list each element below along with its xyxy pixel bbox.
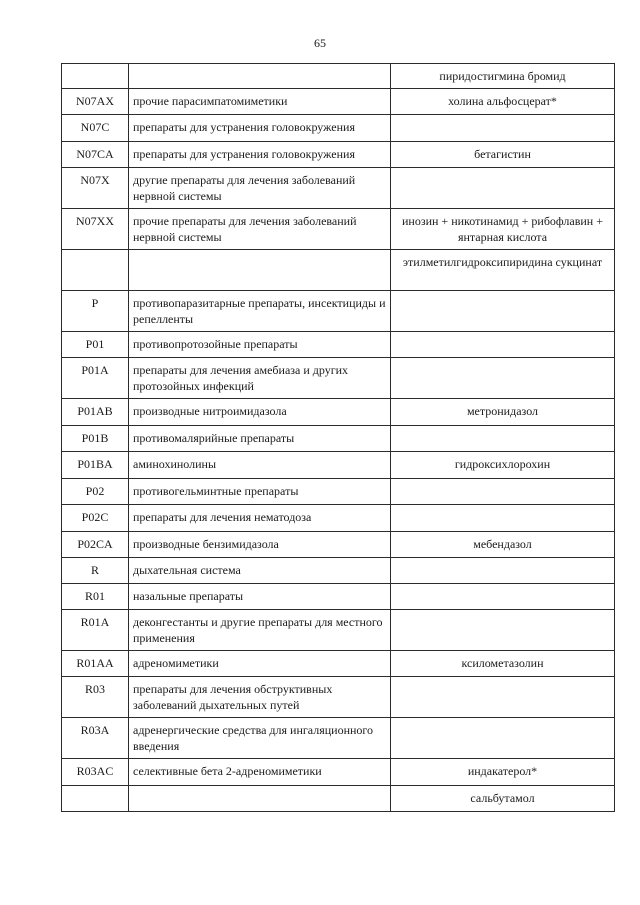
group-name-cell: [129, 786, 391, 812]
drug-name-cell: [391, 168, 615, 209]
group-name-cell: препараты для лечения обструктивных заболеваний дыхательных путей: [129, 677, 391, 718]
group-name-cell: дыхательная система: [129, 558, 391, 584]
group-name-cell: назальные препараты: [129, 584, 391, 610]
table-row: [62, 115, 615, 142]
atc-code-cell: R03AC: [62, 759, 129, 786]
table-row: [62, 651, 615, 677]
table-row: [62, 168, 615, 209]
atc-code-cell: R01AA: [62, 651, 129, 677]
table-row: [62, 786, 615, 812]
group-name-cell: противопаразитарные препараты, инсектициды и репелленты: [129, 291, 391, 332]
atc-code-cell: P: [62, 291, 129, 332]
drug-name-cell: мебендазол: [391, 532, 615, 558]
table-row: [62, 558, 615, 584]
drug-name-cell: инозин + никотинамид + рибофлавин + янтарная кислота: [391, 209, 615, 250]
atc-code-cell: P02CA: [62, 532, 129, 558]
drug-name-cell: сальбутамол: [391, 786, 615, 812]
atc-code-cell: [62, 64, 129, 89]
group-name-cell: прочие препараты для лечения заболеваний нервной системы: [129, 209, 391, 250]
page-number: 65: [314, 36, 326, 50]
atc-code-cell: [62, 250, 129, 291]
atc-code-cell: N07CA: [62, 142, 129, 168]
drug-name-cell: [391, 677, 615, 718]
group-name-cell: препараты для лечения нематодоза: [129, 505, 391, 532]
atc-code-cell: R: [62, 558, 129, 584]
group-name-cell: препараты для лечения амебиаза и других протозойных инфекций: [129, 358, 391, 399]
atc-code-cell: [62, 786, 129, 812]
table-row: [62, 505, 615, 532]
table-row: [62, 250, 615, 291]
table-row: [62, 89, 615, 115]
atc-code-cell: N07X: [62, 168, 129, 209]
table-body: [62, 64, 615, 812]
group-name-cell: производные нитроимидазола: [129, 399, 391, 426]
atc-code-cell: P02C: [62, 505, 129, 532]
group-name-cell: [129, 250, 391, 291]
drug-name-cell: метронидазол: [391, 399, 615, 426]
drug-name-cell: индакатерол*: [391, 759, 615, 786]
group-name-cell: препараты для устранения головокружения: [129, 142, 391, 168]
group-name-cell: противогельминтные препараты: [129, 479, 391, 505]
drug-name-cell: [391, 610, 615, 651]
table-row: [62, 209, 615, 250]
atc-code-cell: N07AX: [62, 89, 129, 115]
table-row: [62, 584, 615, 610]
atc-code-cell: P02: [62, 479, 129, 505]
group-name-cell: деконгестанты и другие препараты для местного применения: [129, 610, 391, 651]
atc-code-cell: P01B: [62, 426, 129, 452]
atc-code-cell: P01: [62, 332, 129, 358]
drug-name-cell: [391, 332, 615, 358]
drug-name-cell: [391, 358, 615, 399]
group-name-cell: селективные бета 2-адреномиметики: [129, 759, 391, 786]
group-name-cell: противомалярийные препараты: [129, 426, 391, 452]
atc-code-cell: R01: [62, 584, 129, 610]
drug-name-cell: бетагистин: [391, 142, 615, 168]
atc-code-cell: N07C: [62, 115, 129, 142]
table-row: [62, 291, 615, 332]
drug-name-cell: холина альфосцерат*: [391, 89, 615, 115]
drug-name-cell: [391, 426, 615, 452]
atc-code-cell: N07XX: [62, 209, 129, 250]
drug-name-cell: [391, 291, 615, 332]
drug-name-cell: [391, 718, 615, 759]
group-name-cell: адренергические средства для ингаляционного введения: [129, 718, 391, 759]
table-row: [62, 426, 615, 452]
drug-name-cell: этилметилгидроксипиридина сукцинат: [391, 250, 615, 291]
table-row: [62, 718, 615, 759]
atc-code-cell: R01A: [62, 610, 129, 651]
drug-name-cell: пиридостигмина бромид: [391, 64, 615, 89]
atc-code-cell: P01AB: [62, 399, 129, 426]
table-row: [62, 399, 615, 426]
table-row: [62, 479, 615, 505]
table-row: [62, 64, 615, 89]
atc-code-cell: R03A: [62, 718, 129, 759]
drug-name-cell: [391, 115, 615, 142]
atc-code-cell: R03: [62, 677, 129, 718]
table-row: [62, 759, 615, 786]
group-name-cell: адреномиметики: [129, 651, 391, 677]
group-name-cell: противопротозойные препараты: [129, 332, 391, 358]
group-name-cell: препараты для устранения головокружения: [129, 115, 391, 142]
table-row: [62, 532, 615, 558]
drug-name-cell: гидроксихлорохин: [391, 452, 615, 479]
table-row: [62, 452, 615, 479]
table-row: [62, 142, 615, 168]
table-row: [62, 610, 615, 651]
drug-name-cell: [391, 584, 615, 610]
atc-drug-table: [61, 63, 615, 812]
table-row: [62, 358, 615, 399]
group-name-cell: прочие парасимпатомиметики: [129, 89, 391, 115]
drug-name-cell: [391, 505, 615, 532]
table-row: [62, 677, 615, 718]
group-name-cell: производные бензимидазола: [129, 532, 391, 558]
drug-name-cell: [391, 558, 615, 584]
group-name-cell: другие препараты для лечения заболеваний нервной системы: [129, 168, 391, 209]
atc-code-cell: P01BA: [62, 452, 129, 479]
drug-name-cell: [391, 479, 615, 505]
table-row: [62, 332, 615, 358]
atc-code-cell: P01A: [62, 358, 129, 399]
drug-name-cell: ксилометазолин: [391, 651, 615, 677]
group-name-cell: [129, 64, 391, 89]
group-name-cell: аминохинолины: [129, 452, 391, 479]
